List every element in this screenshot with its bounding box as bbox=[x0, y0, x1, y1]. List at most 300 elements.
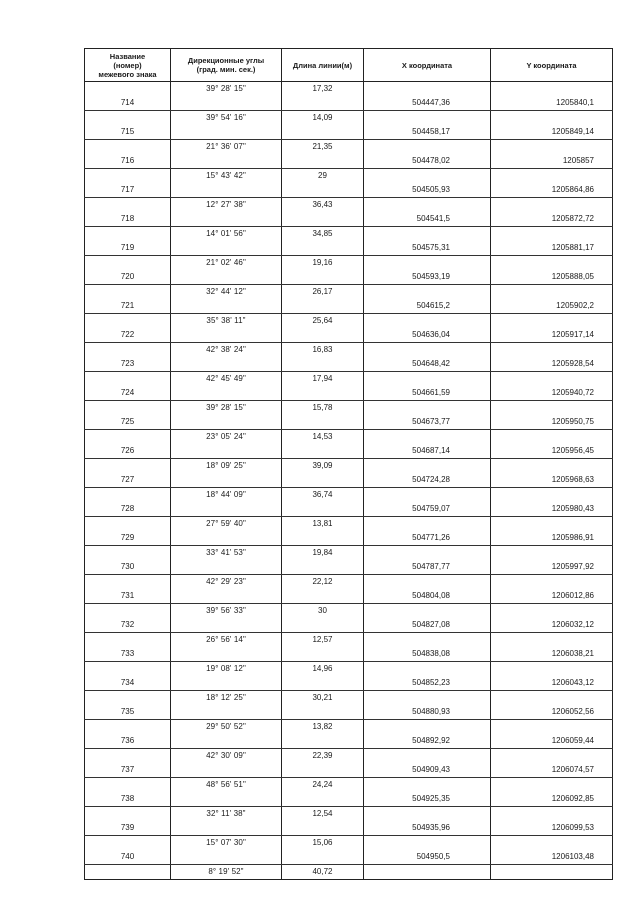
point-blank bbox=[171, 270, 282, 285]
point-y: 1206043,12 bbox=[491, 676, 613, 691]
point-name: 727 bbox=[85, 473, 171, 488]
segment-blank bbox=[364, 575, 491, 590]
point-row bbox=[85, 734, 613, 749]
coordinates-document bbox=[84, 48, 612, 876]
point-blank bbox=[171, 299, 282, 314]
point-y: 1205986,91 bbox=[491, 531, 613, 546]
point-name: 729 bbox=[85, 531, 171, 546]
segment-angle: 48° 56' 51" bbox=[171, 778, 282, 793]
segment-blank bbox=[85, 749, 171, 764]
segment-length: 22,39 bbox=[282, 749, 364, 764]
point-name: 717 bbox=[85, 183, 171, 198]
point-row bbox=[85, 183, 613, 198]
point-name: 738 bbox=[85, 792, 171, 807]
segment-length: 14,09 bbox=[282, 111, 364, 126]
point-blank bbox=[171, 154, 282, 169]
segment-length: 40,72 bbox=[282, 865, 364, 880]
segment-blank bbox=[491, 140, 613, 155]
header-angles: Дирекционные углы (град. мин. сек.) bbox=[171, 49, 282, 82]
point-name: 724 bbox=[85, 386, 171, 401]
segment-angle: 35° 38' 11" bbox=[171, 314, 282, 329]
segment-blank bbox=[85, 430, 171, 445]
point-y: 1206059,44 bbox=[491, 734, 613, 749]
point-blank bbox=[282, 357, 364, 372]
segment-blank bbox=[364, 633, 491, 648]
segment-length: 39,09 bbox=[282, 459, 364, 474]
point-y: 1205940,72 bbox=[491, 386, 613, 401]
point-row bbox=[85, 502, 613, 517]
point-y: 1205968,63 bbox=[491, 473, 613, 488]
segment-row bbox=[85, 82, 613, 97]
point-name: 719 bbox=[85, 241, 171, 256]
point-blank bbox=[171, 734, 282, 749]
point-y: 1206074,57 bbox=[491, 763, 613, 778]
point-blank bbox=[282, 241, 364, 256]
segment-blank bbox=[364, 227, 491, 242]
point-x: 504787,77 bbox=[364, 560, 491, 575]
segment-length: 22,12 bbox=[282, 575, 364, 590]
segment-row bbox=[85, 285, 613, 300]
segment-blank bbox=[491, 111, 613, 126]
point-blank bbox=[171, 850, 282, 865]
segment-length: 15,78 bbox=[282, 401, 364, 416]
point-blank bbox=[171, 676, 282, 691]
segment-row bbox=[85, 111, 613, 126]
point-blank bbox=[282, 328, 364, 343]
segment-angle: 27° 59' 40" bbox=[171, 517, 282, 532]
segment-length: 29 bbox=[282, 169, 364, 184]
segment-blank bbox=[364, 546, 491, 561]
point-x: 504909,43 bbox=[364, 763, 491, 778]
point-blank bbox=[282, 415, 364, 430]
point-x: 504880,93 bbox=[364, 705, 491, 720]
segment-angle: 12° 27' 38" bbox=[171, 198, 282, 213]
point-blank bbox=[171, 705, 282, 720]
segment-angle: 15° 43' 42" bbox=[171, 169, 282, 184]
point-blank bbox=[171, 618, 282, 633]
segment-blank bbox=[364, 720, 491, 735]
segment-angle: 42° 45' 49" bbox=[171, 372, 282, 387]
segment-angle: 42° 30' 09" bbox=[171, 749, 282, 764]
segment-angle: 39° 54' 16" bbox=[171, 111, 282, 126]
segment-blank bbox=[85, 662, 171, 677]
point-y: 1205997,92 bbox=[491, 560, 613, 575]
segment-length: 12,57 bbox=[282, 633, 364, 648]
segment-row bbox=[85, 256, 613, 271]
point-row bbox=[85, 531, 613, 546]
segment-angle: 21° 36' 07" bbox=[171, 140, 282, 155]
segment-row bbox=[85, 401, 613, 416]
point-row bbox=[85, 647, 613, 662]
segment-blank bbox=[491, 517, 613, 532]
point-name: 716 bbox=[85, 154, 171, 169]
point-y: 1206038,21 bbox=[491, 647, 613, 662]
point-name: 718 bbox=[85, 212, 171, 227]
segment-blank bbox=[364, 140, 491, 155]
table-body bbox=[85, 82, 613, 880]
segment-blank bbox=[491, 198, 613, 213]
point-y: 1206032,12 bbox=[491, 618, 613, 633]
segment-angle: 23° 05' 24" bbox=[171, 430, 282, 445]
segment-blank bbox=[85, 488, 171, 503]
segment-row bbox=[85, 778, 613, 793]
segment-blank bbox=[491, 430, 613, 445]
segment-blank bbox=[85, 140, 171, 155]
segment-blank bbox=[491, 836, 613, 851]
segment-blank bbox=[85, 314, 171, 329]
segment-blank bbox=[491, 720, 613, 735]
segment-row bbox=[85, 691, 613, 706]
segment-blank bbox=[364, 372, 491, 387]
point-blank bbox=[282, 502, 364, 517]
point-blank bbox=[282, 270, 364, 285]
point-y: 1206052,56 bbox=[491, 705, 613, 720]
point-y: 1205857 bbox=[491, 154, 613, 169]
segment-blank bbox=[364, 82, 491, 97]
segment-blank bbox=[364, 691, 491, 706]
segment-blank bbox=[85, 459, 171, 474]
segment-angle: 33° 41' 53" bbox=[171, 546, 282, 561]
segment-length: 12,54 bbox=[282, 807, 364, 822]
point-y: 1206092,85 bbox=[491, 792, 613, 807]
segment-length: 19,16 bbox=[282, 256, 364, 271]
point-row bbox=[85, 792, 613, 807]
segment-length: 13,81 bbox=[282, 517, 364, 532]
segment-blank bbox=[491, 285, 613, 300]
segment-angle: 32° 11' 38" bbox=[171, 807, 282, 822]
point-blank bbox=[282, 444, 364, 459]
segment-blank bbox=[85, 169, 171, 184]
point-name: 733 bbox=[85, 647, 171, 662]
point-x: 504827,08 bbox=[364, 618, 491, 633]
point-blank bbox=[171, 560, 282, 575]
segment-row bbox=[85, 140, 613, 155]
segment-row bbox=[85, 459, 613, 474]
point-y: 1205872,72 bbox=[491, 212, 613, 227]
point-blank bbox=[171, 241, 282, 256]
point-blank bbox=[171, 792, 282, 807]
segment-blank bbox=[364, 111, 491, 126]
point-blank bbox=[171, 473, 282, 488]
point-row bbox=[85, 444, 613, 459]
segment-blank bbox=[85, 285, 171, 300]
point-row bbox=[85, 850, 613, 865]
point-x: 504950,5 bbox=[364, 850, 491, 865]
segment-angle: 39° 56' 33" bbox=[171, 604, 282, 619]
segment-angle: 8° 19' 52" bbox=[171, 865, 282, 880]
table-header bbox=[85, 49, 613, 82]
point-blank bbox=[282, 183, 364, 198]
point-y: 1206099,53 bbox=[491, 821, 613, 836]
segment-row bbox=[85, 372, 613, 387]
segment-row bbox=[85, 198, 613, 213]
segment-blank bbox=[491, 546, 613, 561]
point-row bbox=[85, 473, 613, 488]
segment-blank bbox=[491, 749, 613, 764]
point-x: 504478,02 bbox=[364, 154, 491, 169]
segment-length: 17,94 bbox=[282, 372, 364, 387]
point-blank bbox=[282, 850, 364, 865]
segment-blank bbox=[491, 314, 613, 329]
point-x: 504636,04 bbox=[364, 328, 491, 343]
segment-blank bbox=[491, 778, 613, 793]
segment-blank bbox=[364, 778, 491, 793]
point-name: 715 bbox=[85, 125, 171, 140]
point-x: 504593,19 bbox=[364, 270, 491, 285]
point-y: 1205840,1 bbox=[491, 96, 613, 111]
segment-blank bbox=[364, 488, 491, 503]
segment-blank bbox=[491, 488, 613, 503]
point-row bbox=[85, 560, 613, 575]
segment-row bbox=[85, 430, 613, 445]
segment-angle: 14° 01' 56" bbox=[171, 227, 282, 242]
segment-row bbox=[85, 517, 613, 532]
segment-length: 14,53 bbox=[282, 430, 364, 445]
point-x: 504648,42 bbox=[364, 357, 491, 372]
point-row bbox=[85, 270, 613, 285]
point-blank bbox=[282, 531, 364, 546]
segment-angle: 42° 38' 24" bbox=[171, 343, 282, 358]
segment-blank bbox=[364, 285, 491, 300]
point-x: 504541,5 bbox=[364, 212, 491, 227]
segment-blank bbox=[364, 517, 491, 532]
point-row bbox=[85, 821, 613, 836]
point-x: 504925,35 bbox=[364, 792, 491, 807]
segment-blank bbox=[85, 198, 171, 213]
point-blank bbox=[171, 96, 282, 111]
segment-length: 30,21 bbox=[282, 691, 364, 706]
segment-row bbox=[85, 604, 613, 619]
segment-blank bbox=[364, 343, 491, 358]
segment-length: 16,83 bbox=[282, 343, 364, 358]
point-x: 504447,36 bbox=[364, 96, 491, 111]
point-blank bbox=[282, 560, 364, 575]
segment-row bbox=[85, 865, 613, 880]
point-row bbox=[85, 241, 613, 256]
segment-angle: 15° 07' 30" bbox=[171, 836, 282, 851]
point-y: 1205864,86 bbox=[491, 183, 613, 198]
point-blank bbox=[171, 328, 282, 343]
segment-blank bbox=[491, 401, 613, 416]
segment-blank bbox=[491, 343, 613, 358]
segment-blank bbox=[85, 836, 171, 851]
point-x: 504687,14 bbox=[364, 444, 491, 459]
segment-angle: 32° 44' 12" bbox=[171, 285, 282, 300]
segment-blank bbox=[85, 256, 171, 271]
point-row bbox=[85, 154, 613, 169]
segment-length: 21,35 bbox=[282, 140, 364, 155]
point-blank bbox=[171, 502, 282, 517]
point-y: 1205902,2 bbox=[491, 299, 613, 314]
point-blank bbox=[171, 647, 282, 662]
segment-angle: 39° 28' 15" bbox=[171, 401, 282, 416]
coordinates-table bbox=[84, 48, 613, 880]
point-blank bbox=[282, 386, 364, 401]
point-blank bbox=[282, 647, 364, 662]
segment-blank bbox=[491, 227, 613, 242]
segment-row bbox=[85, 488, 613, 503]
segment-length: 14,96 bbox=[282, 662, 364, 677]
segment-blank bbox=[364, 459, 491, 474]
point-blank bbox=[282, 125, 364, 140]
segment-blank bbox=[85, 111, 171, 126]
segment-blank bbox=[85, 691, 171, 706]
segment-row bbox=[85, 633, 613, 648]
point-x: 504759,07 bbox=[364, 502, 491, 517]
segment-blank bbox=[364, 836, 491, 851]
segment-blank bbox=[85, 778, 171, 793]
point-x: 504615,2 bbox=[364, 299, 491, 314]
segment-row bbox=[85, 169, 613, 184]
segment-blank bbox=[364, 401, 491, 416]
point-blank bbox=[282, 589, 364, 604]
point-blank bbox=[282, 763, 364, 778]
segment-angle: 29° 50' 52" bbox=[171, 720, 282, 735]
point-name: 720 bbox=[85, 270, 171, 285]
point-blank bbox=[171, 589, 282, 604]
segment-row bbox=[85, 314, 613, 329]
point-name: 725 bbox=[85, 415, 171, 430]
segment-length: 26,17 bbox=[282, 285, 364, 300]
segment-length: 13,82 bbox=[282, 720, 364, 735]
point-name: 736 bbox=[85, 734, 171, 749]
point-y: 1205849,14 bbox=[491, 125, 613, 140]
segment-angle: 18° 09' 25" bbox=[171, 459, 282, 474]
point-x: 504673,77 bbox=[364, 415, 491, 430]
segment-length: 30 bbox=[282, 604, 364, 619]
point-x: 504852,23 bbox=[364, 676, 491, 691]
segment-row bbox=[85, 720, 613, 735]
point-blank bbox=[171, 183, 282, 198]
segment-angle: 26° 56' 14" bbox=[171, 633, 282, 648]
point-y: 1205956,45 bbox=[491, 444, 613, 459]
segment-length: 24,24 bbox=[282, 778, 364, 793]
point-blank bbox=[282, 705, 364, 720]
segment-blank bbox=[491, 372, 613, 387]
point-name: 735 bbox=[85, 705, 171, 720]
segment-blank bbox=[491, 865, 613, 880]
point-y: 1205917,14 bbox=[491, 328, 613, 343]
segment-blank bbox=[491, 691, 613, 706]
segment-blank bbox=[491, 82, 613, 97]
segment-angle: 19° 08' 12" bbox=[171, 662, 282, 677]
segment-row bbox=[85, 546, 613, 561]
point-name: 721 bbox=[85, 299, 171, 314]
point-blank bbox=[171, 763, 282, 778]
segment-blank bbox=[491, 604, 613, 619]
segment-length: 34,85 bbox=[282, 227, 364, 242]
segment-blank bbox=[85, 227, 171, 242]
point-row bbox=[85, 676, 613, 691]
point-name: 740 bbox=[85, 850, 171, 865]
point-y: 1205950,75 bbox=[491, 415, 613, 430]
segment-blank bbox=[491, 662, 613, 677]
point-blank bbox=[282, 154, 364, 169]
point-y: 1205980,43 bbox=[491, 502, 613, 517]
point-x: 504575,31 bbox=[364, 241, 491, 256]
segment-length: 17,32 bbox=[282, 82, 364, 97]
segment-blank bbox=[85, 633, 171, 648]
segment-row bbox=[85, 836, 613, 851]
header-length: Длина линии(м) bbox=[282, 49, 364, 82]
point-name: 731 bbox=[85, 589, 171, 604]
point-blank bbox=[171, 444, 282, 459]
segment-blank bbox=[85, 575, 171, 590]
segment-row bbox=[85, 749, 613, 764]
segment-angle: 18° 12' 25" bbox=[171, 691, 282, 706]
point-blank bbox=[282, 734, 364, 749]
point-blank bbox=[171, 357, 282, 372]
segment-row bbox=[85, 227, 613, 242]
point-row bbox=[85, 212, 613, 227]
point-blank bbox=[282, 676, 364, 691]
segment-blank bbox=[364, 430, 491, 445]
point-blank bbox=[171, 531, 282, 546]
segment-blank bbox=[85, 343, 171, 358]
segment-row bbox=[85, 575, 613, 590]
segment-blank bbox=[364, 314, 491, 329]
point-row bbox=[85, 763, 613, 778]
point-x: 504505,93 bbox=[364, 183, 491, 198]
point-row bbox=[85, 589, 613, 604]
point-blank bbox=[282, 212, 364, 227]
point-row bbox=[85, 386, 613, 401]
segment-length: 36,43 bbox=[282, 198, 364, 213]
point-blank bbox=[282, 792, 364, 807]
point-row bbox=[85, 705, 613, 720]
point-x: 504892,92 bbox=[364, 734, 491, 749]
point-blank bbox=[282, 618, 364, 633]
point-y: 1205881,17 bbox=[491, 241, 613, 256]
segment-length: 36,74 bbox=[282, 488, 364, 503]
header-x: X координата bbox=[364, 49, 491, 82]
segment-row bbox=[85, 662, 613, 677]
segment-blank bbox=[364, 169, 491, 184]
segment-blank bbox=[491, 807, 613, 822]
segment-blank bbox=[85, 720, 171, 735]
segment-blank bbox=[364, 749, 491, 764]
segment-blank bbox=[85, 865, 171, 880]
point-row bbox=[85, 328, 613, 343]
header-y: Y координата bbox=[491, 49, 613, 82]
segment-blank bbox=[85, 604, 171, 619]
point-y: 1205928,54 bbox=[491, 357, 613, 372]
point-blank bbox=[171, 821, 282, 836]
point-x: 504935,96 bbox=[364, 821, 491, 836]
segment-row bbox=[85, 807, 613, 822]
point-y: 1206012,86 bbox=[491, 589, 613, 604]
point-blank bbox=[171, 125, 282, 140]
segment-blank bbox=[85, 82, 171, 97]
point-y: 1205888,05 bbox=[491, 270, 613, 285]
point-x: 504661,59 bbox=[364, 386, 491, 401]
segment-blank bbox=[364, 198, 491, 213]
point-blank bbox=[171, 386, 282, 401]
segment-blank bbox=[85, 807, 171, 822]
point-blank bbox=[282, 96, 364, 111]
point-name: 728 bbox=[85, 502, 171, 517]
point-name: 722 bbox=[85, 328, 171, 343]
segment-blank bbox=[85, 546, 171, 561]
point-x: 504771,26 bbox=[364, 531, 491, 546]
point-x: 504724,28 bbox=[364, 473, 491, 488]
segment-length: 19,84 bbox=[282, 546, 364, 561]
point-row bbox=[85, 125, 613, 140]
segment-length: 15,06 bbox=[282, 836, 364, 851]
point-row bbox=[85, 415, 613, 430]
point-x: 504458,17 bbox=[364, 125, 491, 140]
segment-blank bbox=[364, 865, 491, 880]
